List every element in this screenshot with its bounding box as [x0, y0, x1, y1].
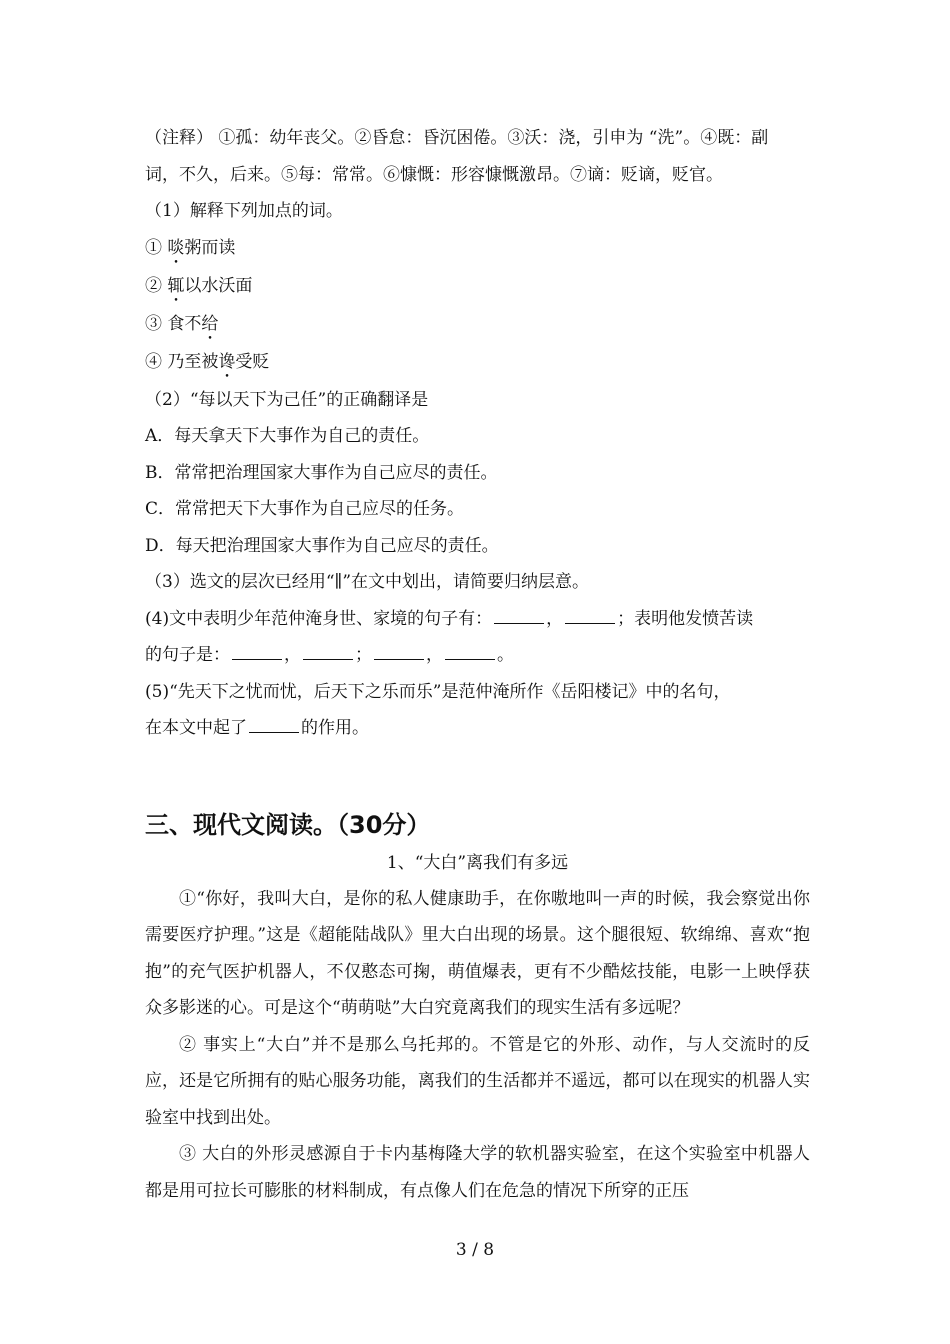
- q1-item-3: ③ 食不给: [145, 313, 219, 334]
- q2-option-a: A．每天拿天下大事作为自己的责任。: [145, 426, 430, 446]
- passage-title: 1、“大白”离我们有多远: [386, 852, 569, 873]
- q1-item-1: ① 啖粥而读: [145, 237, 236, 258]
- passage-paragraph: ①“你好，我叫大白，是你的私人健康助手，在你嗷地叫一声的时候，我会察觉出你需要医疗护理。”这是《超能陆战队》里大白出现的场景。这个腿很短、软绵绵、喜欢“抱抱”的充气医护机器人，不仅憨态可掬，萌值爆表，更有不少酷炫技能，电影一上映俘获众多影迷的心。可是这个“萌萌哒”大白究竟离我们的现实生活有多远呢？: [145, 888, 810, 1018]
- q1-prompt: （1）解释下列加点的词。: [145, 201, 343, 221]
- document-page: [145, 120, 810, 1209]
- passage-paragraph: ② 事实上“大白”并不是那么乌托邦的。不管是它的外形、动作，与人交流时的反应，还是它所拥有的贴心服务功能，离我们的生活都并不遥远，都可以在现实的机器人实验室中找到出处。: [145, 1034, 810, 1128]
- q2-option-b: B．常常把治理国家大事作为自己应尽的责任。: [145, 462, 498, 483]
- q1-item-2: ② 辄以水沃面: [145, 275, 253, 296]
- notes-line-1: （注释） ①孤：幼年丧父。②昏怠：昏沉困倦。③沃：浇，引申为 “洗”。④既：副: [145, 128, 769, 148]
- q2-option-c: C．常常把天下大事作为自己应尽的任务。: [145, 499, 465, 519]
- q5-line-1: (5)“先天下之忧而忧，后天下之乐而乐”是范仲淹所作《岳阳楼记》中的名句，: [145, 681, 731, 702]
- section-title: 三、现代文阅读。（30分）: [145, 810, 431, 839]
- q1-item-4: ④ 乃至被谗受贬: [145, 351, 270, 372]
- page-number: 3 / 8: [455, 1240, 495, 1260]
- answer-blank[interactable]: [445, 658, 495, 660]
- q2-prompt: （2）“每以天下为己任”的正确翻译是: [145, 389, 429, 410]
- passage-paragraph: ③ 大白的外形灵感源自于卡内基梅隆大学的软机器实验室，在这个实验室中机器人都是用可拉长可膨胀的材料制成，有点像人们在危急的情况下所穿的正压: [145, 1144, 810, 1201]
- answer-blank[interactable]: [249, 731, 299, 733]
- answer-blank[interactable]: [565, 622, 615, 624]
- answer-blank[interactable]: [232, 658, 282, 660]
- notes-line-2: 词，不久，后来。⑤每：常常。⑥慷慨：形容慷慨激昂。⑦谪：贬谪，贬官。: [145, 164, 723, 185]
- q4-line-2: 的句子是： ， ； ， 。: [145, 645, 514, 665]
- q4-line-1: (4)文中表明少年范仲淹身世、家境的句子有： ， ；表明他发愤苦读: [145, 608, 754, 629]
- answer-blank[interactable]: [494, 622, 544, 624]
- answer-blank[interactable]: [303, 658, 353, 660]
- q2-option-d: D．每天把治理国家大事作为自己应尽的责任。: [145, 535, 499, 556]
- q3-prompt: （3）选文的层次已经用“∥”在文中划出，请简要归纳层意。: [145, 572, 590, 592]
- q5-line-2: 在本文中起了 的作用。: [145, 718, 369, 738]
- answer-blank[interactable]: [374, 658, 424, 660]
